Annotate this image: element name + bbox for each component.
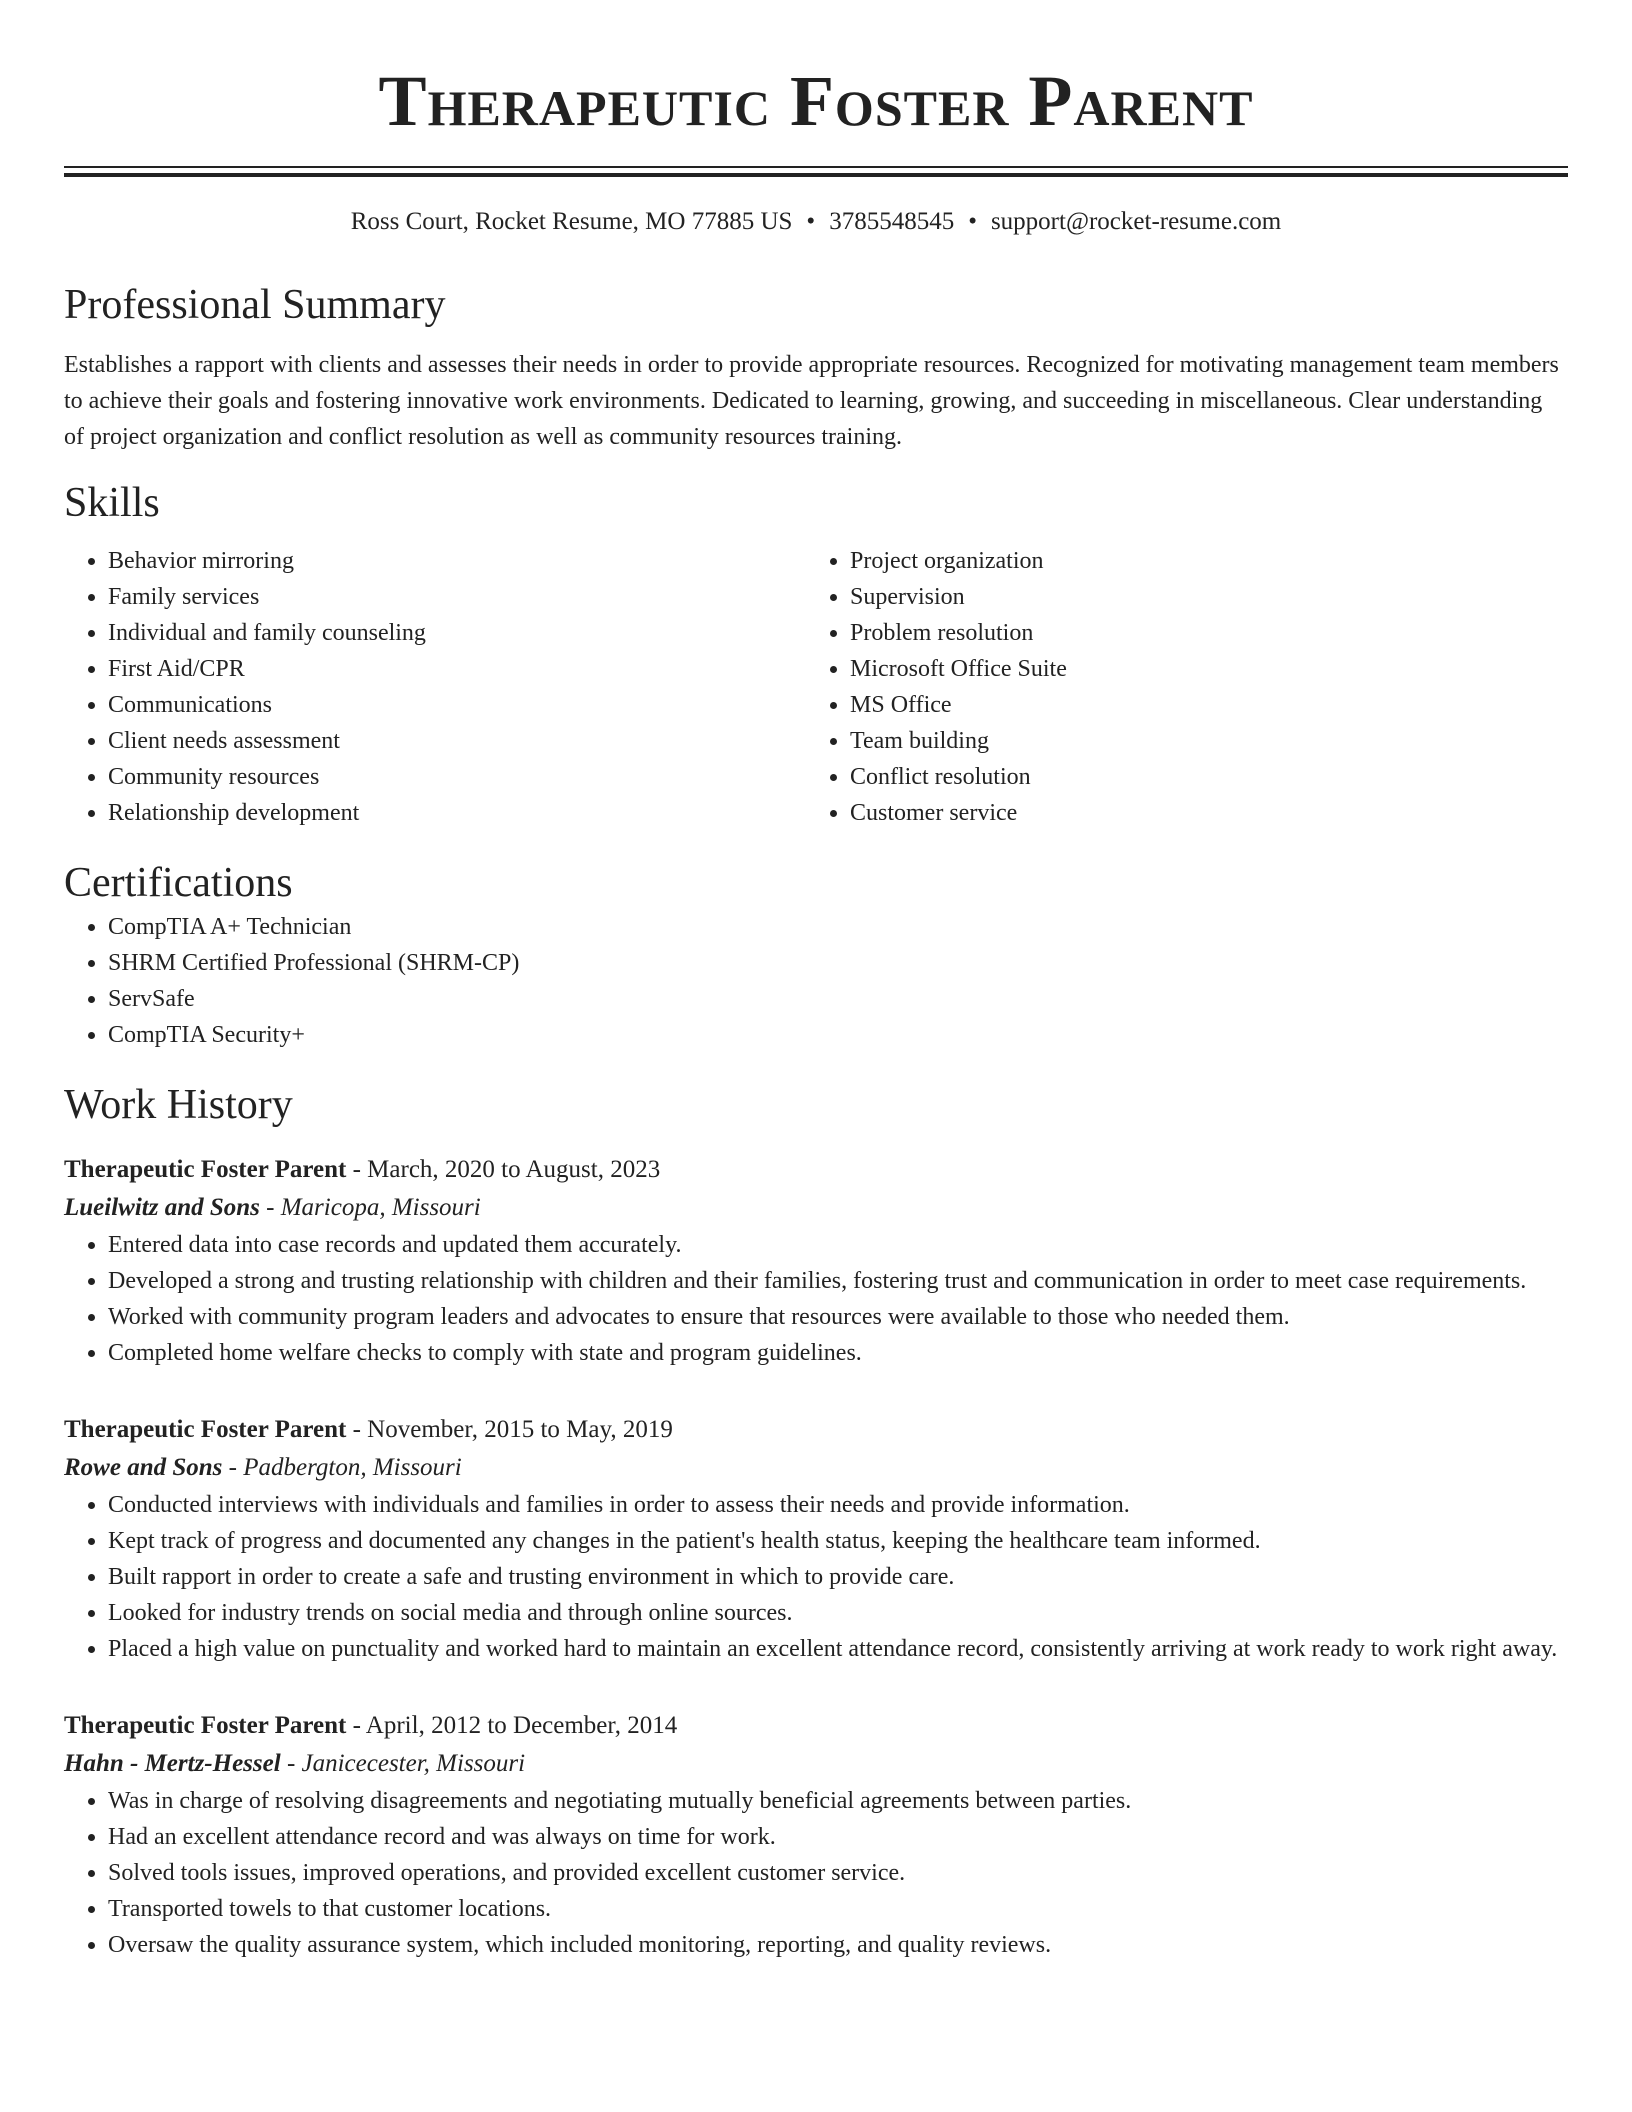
job-title: Therapeutic Foster Parent xyxy=(64,1416,347,1443)
job-duty: • Entered data into case records and updated them accurately. xyxy=(108,1227,1568,1263)
contact-email: support@rocket-resume.com xyxy=(990,208,1282,235)
skills-columns xyxy=(64,543,1568,831)
job-dates: - November, 2015 to May, 2019 xyxy=(346,1416,673,1443)
job-duty: • Solved tools issues, improved operations, and provided excellent customer service. xyxy=(108,1855,1568,1891)
job-duty: • Conducted interviews with individuals and families in order to assess their needs and provide information. xyxy=(108,1487,1568,1523)
job-title: Therapeutic Foster Parent xyxy=(64,1156,347,1183)
job-entry xyxy=(64,1411,1568,1667)
job-duty: • Kept track of progress and documented any changes in the patient's health status, keeping the healthcare team informed. xyxy=(108,1523,1568,1559)
skill-item: • Client needs assessment xyxy=(108,723,806,759)
job-duties-list xyxy=(64,1227,1568,1371)
certifications-list xyxy=(64,909,1568,1053)
skill-item: • Individual and family counseling xyxy=(108,615,806,651)
job-entry xyxy=(64,1707,1568,1963)
job-duty: • Was in charge of resolving disagreements and negotiating mutually beneficial agreements between parties. xyxy=(108,1783,1568,1819)
job-duty: • Completed home welfare checks to comply with state and program guidelines. xyxy=(108,1335,1568,1371)
job-employer xyxy=(64,1745,1568,1783)
job-title: Therapeutic Foster Parent xyxy=(64,1712,347,1739)
summary-text: Establishes a rapport with clients and assesses their needs in order to provide appropriate resources. Recognized for motivating management team members to achieve their goals and fostering innovative work environments. Dedicated to learning, growing, and succeeding in miscellaneous. Clear understanding of project organization and conflict resolution as well as community resources training. xyxy=(64,352,1559,450)
contact-line xyxy=(64,205,1568,239)
job-company: Rowe and Sons xyxy=(64,1454,223,1481)
job-duty: • Had an excellent attendance record and was always on time for work. xyxy=(108,1819,1568,1855)
job-duty: • Transported towels to that customer locations. xyxy=(108,1891,1568,1927)
skill-item: • Communications xyxy=(108,687,806,723)
work-history-heading: Work History xyxy=(64,1082,293,1128)
job-dates: - April, 2012 to December, 2014 xyxy=(346,1712,678,1739)
job-company: Lueilwitz and Sons xyxy=(64,1194,260,1221)
job-duties-list xyxy=(64,1783,1568,1963)
skill-item: • Problem resolution xyxy=(850,615,1548,651)
job-duty: • Developed a strong and trusting relationship with children and their families, fostering trust and communication in order to meet case requirements. xyxy=(108,1263,1568,1299)
skills-right-list xyxy=(806,543,1548,831)
job-company: Hahn - Mertz-Hessel xyxy=(64,1750,281,1777)
skill-item: • Project organization xyxy=(850,543,1548,579)
job-location: - Maricopa, Missouri xyxy=(259,1194,481,1221)
contact-phone: 3785548545 xyxy=(829,208,955,235)
job-duty: • Oversaw the quality assurance system, which included monitoring, reporting, and quality reviews. xyxy=(108,1927,1568,1963)
skill-item: • Conflict resolution xyxy=(850,759,1548,795)
skill-item: • MS Office xyxy=(850,687,1548,723)
job-entry xyxy=(64,1151,1568,1371)
certification-item: • CompTIA A+ Technician xyxy=(108,909,1568,945)
contact-address: Ross Court, Rocket Resume, MO 77885 US xyxy=(350,208,793,235)
job-duty: • Looked for industry trends on social media and through online sources. xyxy=(108,1595,1568,1631)
job-duty: • Built rapport in order to create a safe and trusting environment in which to provide care. xyxy=(108,1559,1568,1595)
skill-item: • Supervision xyxy=(850,579,1548,615)
header-divider xyxy=(64,166,1568,177)
skill-item: • Family services xyxy=(108,579,806,615)
certification-item: • SHRM Certified Professional (SHRM-CP) xyxy=(108,945,1568,981)
skill-item: • Customer service xyxy=(850,795,1548,831)
skill-item: • Behavior mirroring xyxy=(108,543,806,579)
contact-separator: • xyxy=(968,208,977,235)
job-header xyxy=(64,1411,1568,1449)
job-dates: - March, 2020 to August, 2023 xyxy=(346,1156,661,1183)
skill-item: • Microsoft Office Suite xyxy=(850,651,1548,687)
job-header xyxy=(64,1707,1568,1745)
job-location: - Janicecester, Missouri xyxy=(280,1750,526,1777)
job-header xyxy=(64,1151,1568,1189)
job-employer xyxy=(64,1449,1568,1487)
job-employer xyxy=(64,1189,1568,1227)
certifications-heading: Certifications xyxy=(64,860,293,906)
skill-item: • Team building xyxy=(850,723,1548,759)
skill-item: • Relationship development xyxy=(108,795,806,831)
certification-item: • ServSafe xyxy=(108,981,1568,1017)
skills-left-list xyxy=(64,543,806,831)
skill-item: • First Aid/CPR xyxy=(108,651,806,687)
skills-heading: Skills xyxy=(64,480,160,526)
job-duty: • Placed a high value on punctuality and worked hard to maintain an excellent attendance record, consistently arriving at work ready to work right away. xyxy=(108,1631,1568,1667)
certification-item: • CompTIA Security+ xyxy=(108,1017,1568,1053)
summary-heading: Professional Summary xyxy=(64,282,446,328)
job-duties-list xyxy=(64,1487,1568,1667)
candidate-name: Therapeutic Foster Parent xyxy=(378,61,1254,141)
job-location: - Padbergton, Missouri xyxy=(222,1454,462,1481)
skill-item: • Community resources xyxy=(108,759,806,795)
job-duty: • Worked with community program leaders and advocates to ensure that resources were available to those who needed them. xyxy=(108,1299,1568,1335)
contact-separator: • xyxy=(806,208,816,235)
